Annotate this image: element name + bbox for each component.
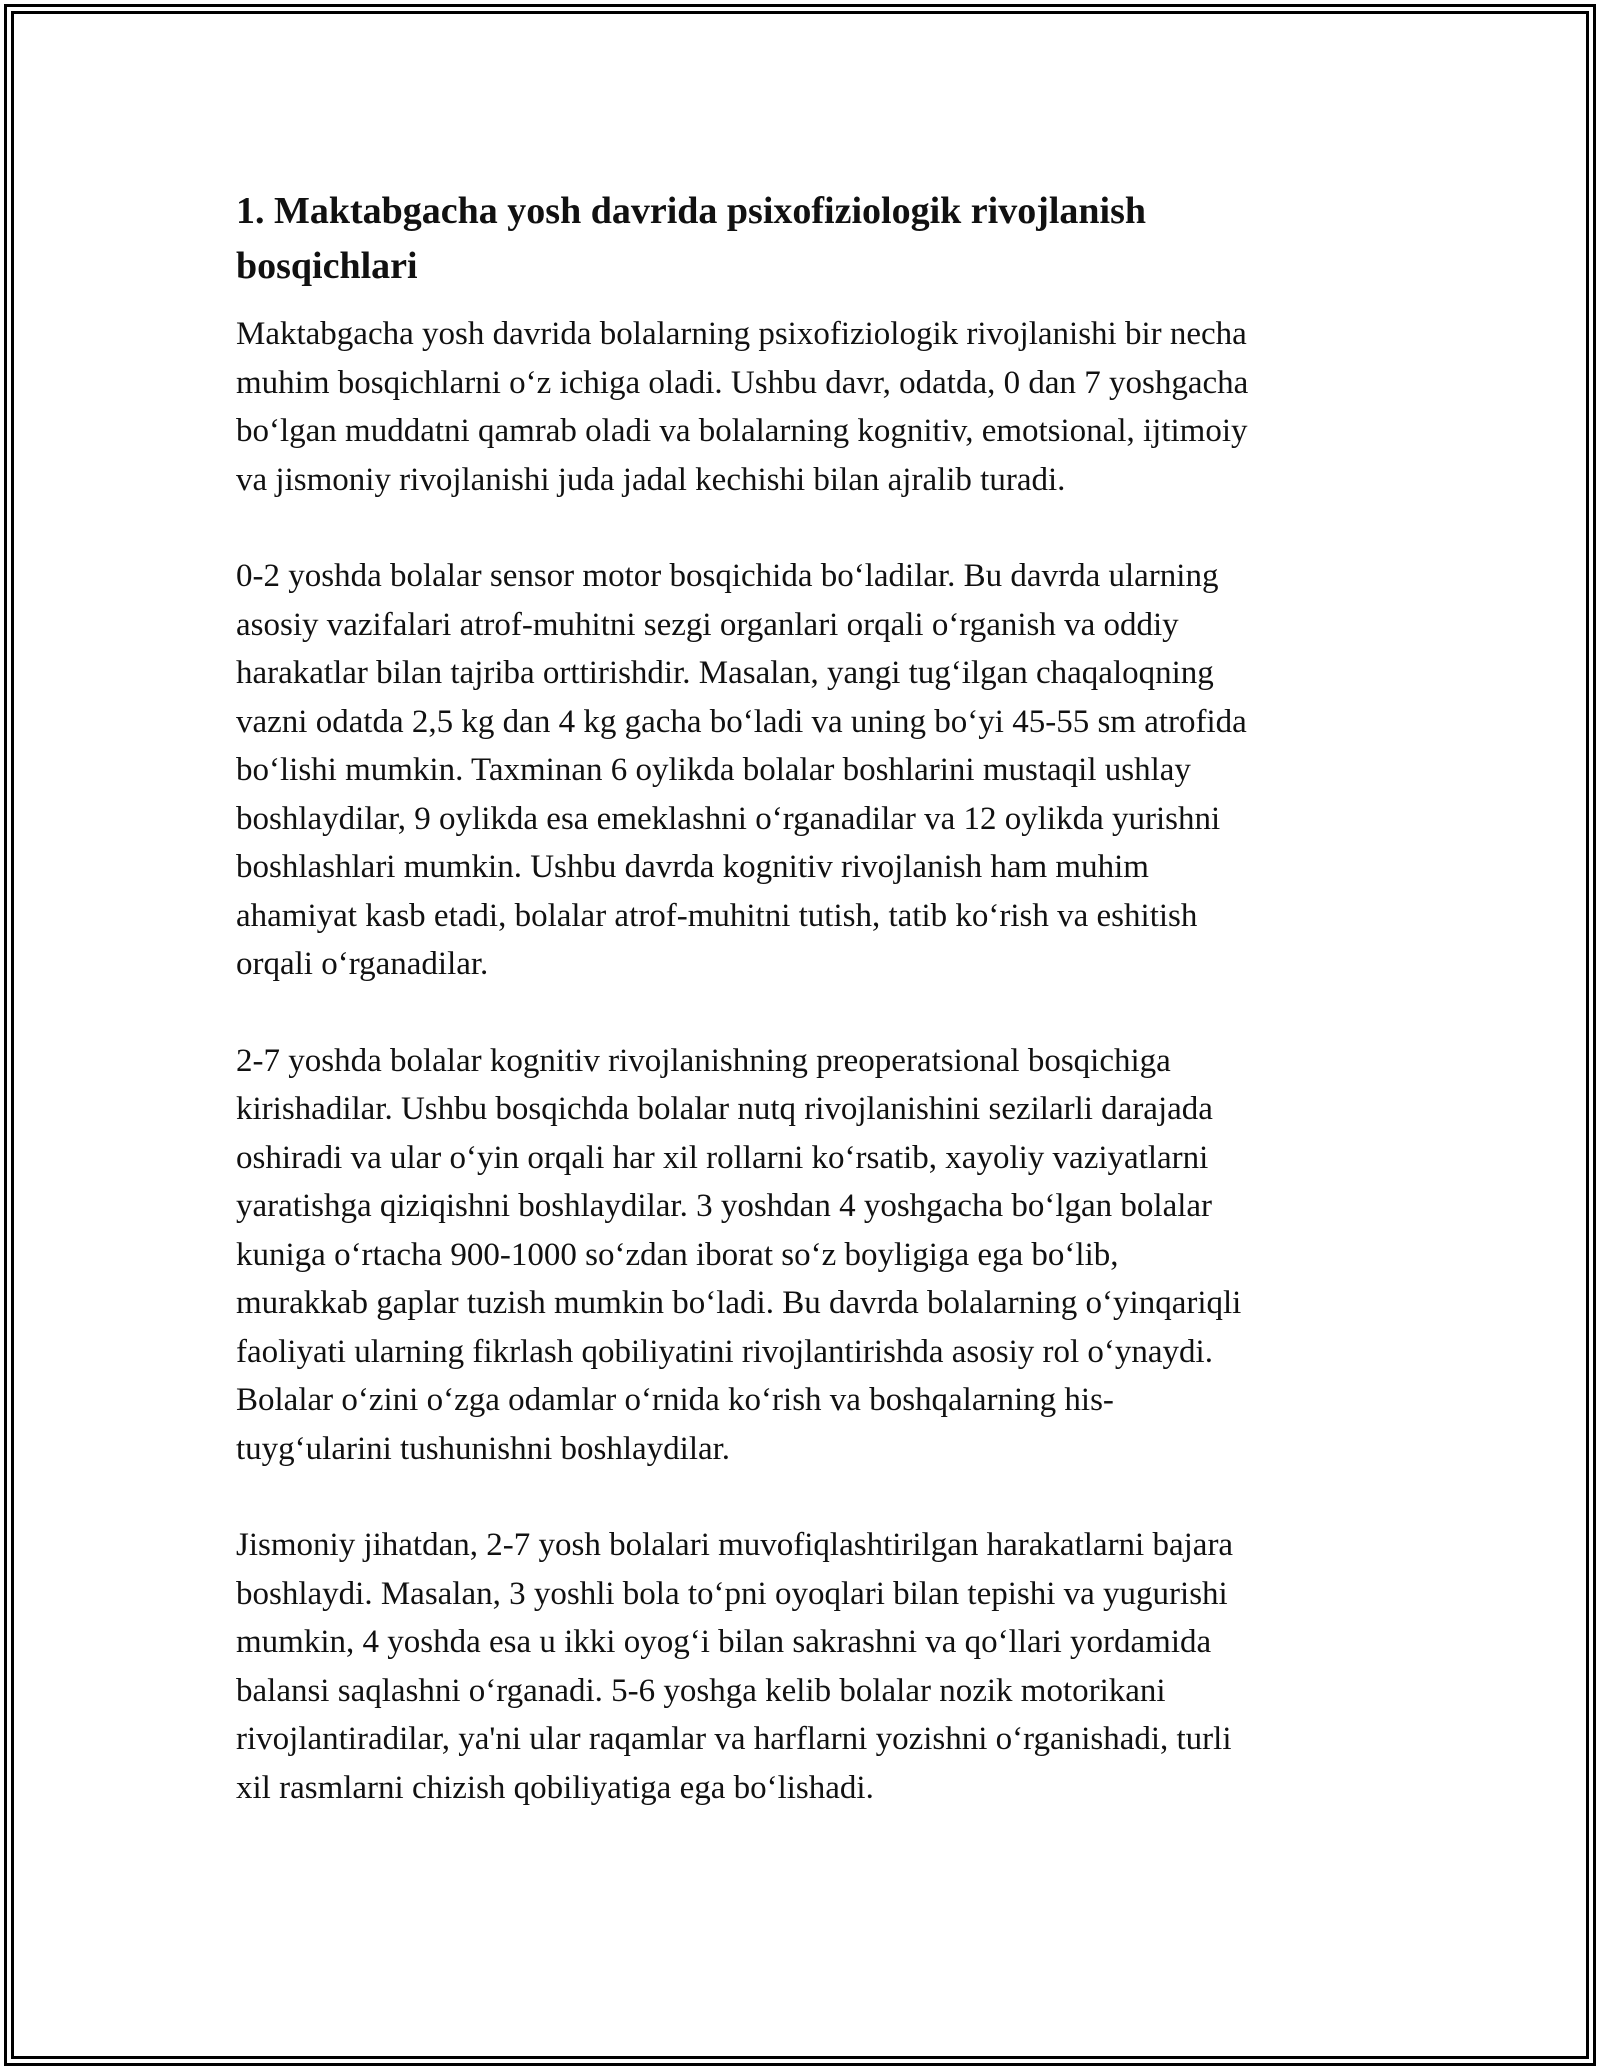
paragraph-age-2-7-cognitive: 2-7 yoshda bolalar kognitiv rivojlanishning preoperatsional bosqichiga kirishadilar. Ushbu bosqichda bolalar nutq rivojlanishini sezilarli darajada oshiradi va ular o‘yin orqali har xil rollarni ko‘rsatib, xayoliy vaziyatlarni yaratishga qiziqishni boshlaydilar. 3 yoshdan 4 yoshgacha bo‘lgan bolalar kuniga o‘rtacha 900-1000 so‘zdan iborat so‘z boyligiga ega bo‘lib, murakkab gaplar tuzish mumkin bo‘ladi. Bu davrda bolalarning o‘yinqariqli faoliyati ularning fikrlash qobiliyatini rivojlantirishda asosiy rol o‘ynaydi. Bolalar o‘zini o‘zga odamlar o‘rnida ko‘rish va boshqalarning his- tuyg‘ularini tushunishni boshlaydilar. — [236, 1042, 1242, 1467]
section-heading: 1. Maktabgacha yosh davrida psixofiziologik rivojlanish bosqichlari — [236, 190, 1147, 287]
paragraph-age-2-7-physical: Jismoniy jihatdan, 2-7 yosh bolalari muvofiqlashtirilgan harakatlarni bajara boshlaydi. Masalan, 3 yoshli bola to‘pni oyoqlari bilan tepishi va yugurishi mumkin, 4 yoshda esa u ikki oyog‘i bilan sakrashni va qo‘llari yordamida balansi saqlashni o‘rganadi. 5-6 yoshga kelib bolalar nozik motorikani rivojlantiradilar, ya'ni ular raqamlar va harflarni yozishni o‘rganishadi, turli xil rasmlarni chizish qobiliyatiga ega bo‘lishadi. — [236, 1527, 1234, 1806]
document-body — [236, 184, 1376, 1860]
paragraph-intro: Maktabgacha yosh davrida bolalarning psixofiziologik rivojlanishi bir necha muhim bosqichlarni o‘z ichiga oladi. Ushbu davr, odatda, 0 dan 7 yoshgacha bo‘lgan muddatni qamrab oladi va bolalarning kognitiv, emotsional, ijtimoiy va jismoniy rivojlanishi juda jadal kechishi bilan ajralib turadi. — [236, 316, 1249, 498]
paragraph-age-0-2: 0-2 yoshda bolalar sensor motor bosqichida bo‘ladilar. Bu davrda ularning asosiy vazifalari atrof-muhitni sezgi organlari orqali o‘rganish va oddiy harakatlar bilan tajriba orttirishdir. Masalan, yangi tug‘ilgan chaqaloqning vazni odatda 2,5 kg dan 4 kg gacha bo‘ladi va uning bo‘yi 45-55 sm atrofida bo‘lishi mumkin. Taxminan 6 oylikda bolalar boshlarini mustaqil ushlay boshlaydilar, 9 oylikda esa emeklashni o‘rganadilar va 12 oylikda yurishni boshlashlari mumkin. Ushbu davrda kognitiv rivojlanish ham muhim ahamiyat kasb etadi, bolalar atrof-muhitni tutish, tatib ko‘rish va eshitish orqali o‘rganadilar. — [236, 558, 1247, 982]
